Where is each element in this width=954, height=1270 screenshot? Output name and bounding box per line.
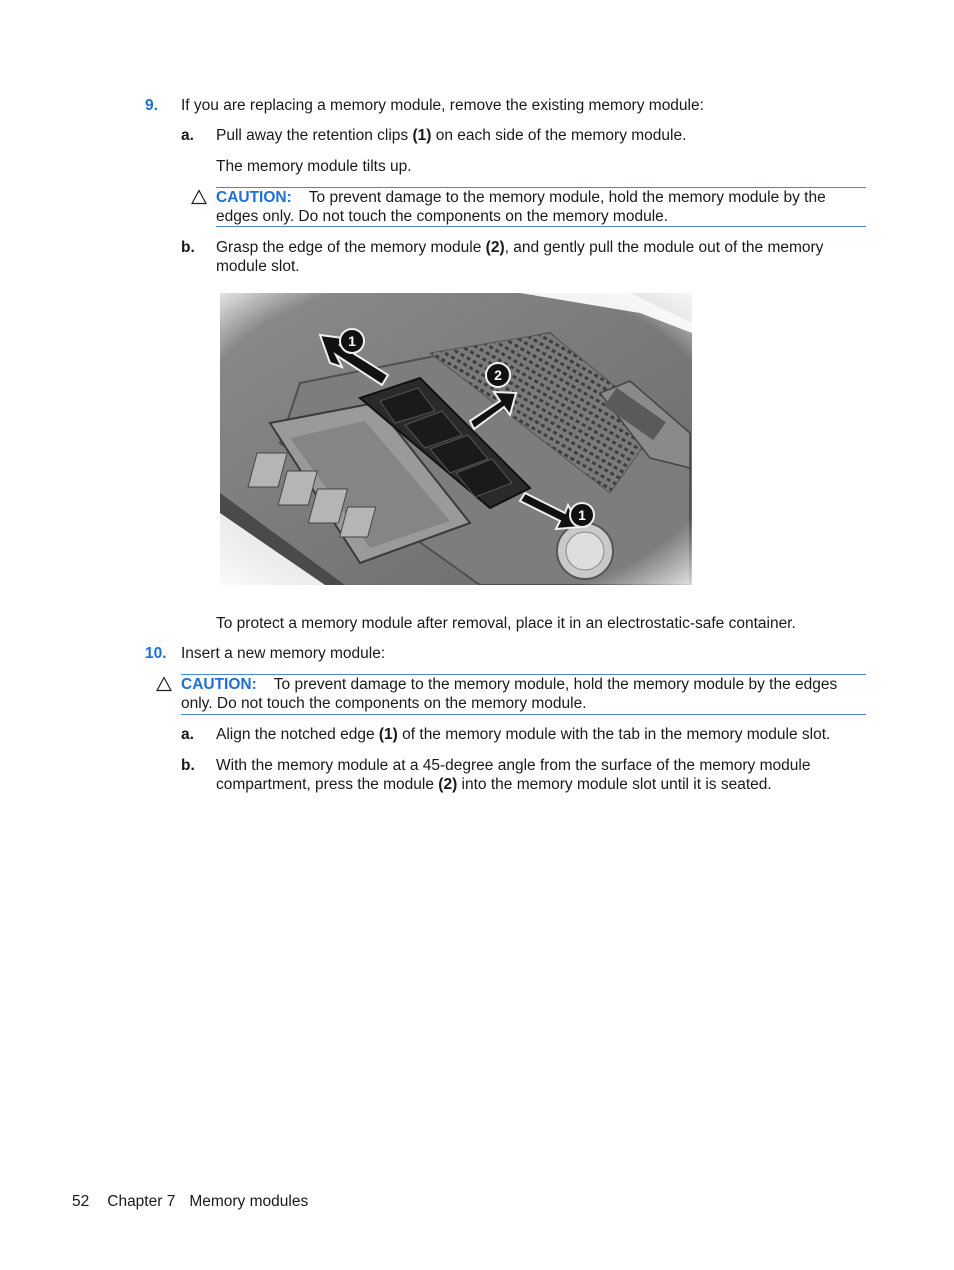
- caution-1-label: CAUTION:: [216, 189, 292, 206]
- step-10b-text-post: into the memory module slot until it is seated.: [457, 776, 772, 793]
- step-9-text: If you are replacing a memory module, remove the existing memory module:: [181, 97, 704, 114]
- step-10b-letter: b.: [181, 757, 195, 774]
- step-10b-callout-ref: (2): [438, 776, 458, 793]
- step-9b-text-post: , and gently pull the module out of the memory: [504, 239, 824, 256]
- step-10a-letter: a.: [181, 726, 194, 743]
- step-9b-text-pre: Grasp the edge of the memory module: [216, 239, 486, 256]
- step-9b-letter: b.: [181, 239, 195, 256]
- step-10b-text-pre: compartment, press the module: [216, 776, 439, 793]
- step-9-number: 9.: [145, 97, 158, 114]
- step-9b-text-line-2: module slot.: [216, 258, 300, 275]
- step-9a-callout-ref: (1): [412, 127, 432, 144]
- step-10b-text-line-2: [216, 775, 772, 794]
- step-9a-text-pre: Pull away the retention clips: [216, 127, 413, 144]
- step-9a-text-post: on each side of the memory module.: [431, 127, 687, 144]
- footer-chapter-title: Memory modules: [189, 1193, 309, 1210]
- caution-1-text-1: To prevent damage to the memory module, hold the memory module by the: [308, 189, 826, 206]
- caution-triangle-icon: [191, 189, 207, 205]
- step-10a-callout-ref: (1): [378, 726, 398, 743]
- caution-2-bottom-rule: [181, 714, 866, 715]
- caution-1-line-1: [216, 188, 826, 207]
- memory-module-removal-illustration: [220, 293, 692, 585]
- step-10a-text: [216, 725, 830, 744]
- step-10a-text-pre: Align the notched edge: [216, 726, 379, 743]
- caution-1-line-2: edges only. Do not touch the components on the memory module.: [216, 208, 669, 225]
- step-10b-text-line-1: With the memory module at a 45-degree angle from the surface of the memory module: [216, 757, 811, 774]
- step-10-text: Insert a new memory module:: [181, 645, 386, 662]
- step-9b-text: [216, 238, 823, 257]
- step-9a-text: [216, 126, 686, 145]
- step-10-number: 10.: [145, 645, 167, 662]
- page-number: 52: [72, 1193, 90, 1210]
- footer-chapter: Chapter 7: [107, 1193, 176, 1210]
- caution-2-text-1: To prevent damage to the memory module, hold the memory module by the edges: [273, 676, 838, 693]
- step-10a-text-post: of the memory module with the tab in the memory module slot.: [397, 726, 831, 743]
- caution-2-label: CAUTION:: [181, 676, 257, 693]
- step-9a-letter: a.: [181, 127, 194, 144]
- caution-2-line-1: [181, 675, 837, 694]
- caution-triangle-icon: [156, 676, 172, 692]
- step-9a-note: The memory module tilts up.: [216, 158, 412, 175]
- page-footer: [72, 1193, 308, 1211]
- step-9-after-text: To protect a memory module after removal, place it in an electrostatic-safe container.: [216, 615, 796, 632]
- caution-1-bottom-rule: [216, 226, 866, 227]
- step-9b-callout-ref: (2): [485, 239, 505, 256]
- caution-2-line-2: only. Do not touch the components on the memory module.: [181, 695, 587, 712]
